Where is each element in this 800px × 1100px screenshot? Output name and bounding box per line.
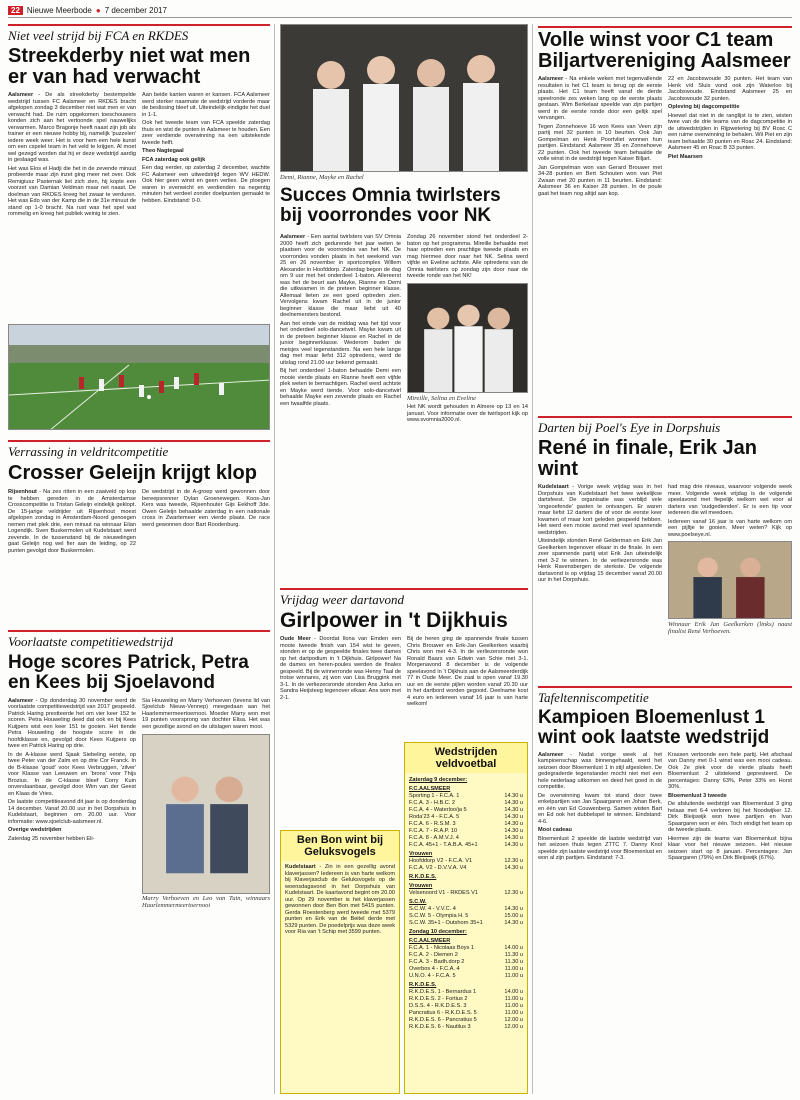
schedule-match [409, 828, 523, 835]
article-body [538, 484, 792, 706]
schedule-rows [409, 858, 523, 872]
masthead [8, 4, 792, 18]
article-body [538, 752, 792, 1098]
schedule-day: Zaterdag 9 december: [409, 777, 468, 784]
schedule-match [409, 1017, 523, 1024]
match-time: 14.30 u [504, 835, 523, 842]
match-time: 12.00 u [504, 1024, 523, 1031]
article-headline: Girlpower in 't Dijkhuis [280, 609, 508, 632]
match-teams: R.K.D.E.S. 6 - Nautilus 3 [409, 1024, 471, 1031]
paragraph: had mag drie niveaus, waarvoor volgende week meer. Volgende week vrijdag is de volgende speelavond met fiepelijk welkom wel voor al darters van 'oudgedienden'. Er is een tip voor iedereen die wil meedoen. [668, 484, 792, 516]
article-streekderby [8, 24, 270, 430]
article-headline: Kampioen Bloemenlust 1 wint ook laatste wedstrijd [538, 707, 770, 748]
subheading: Overige wedstrijden [8, 827, 62, 834]
byline: Piet Maarsen [668, 153, 703, 160]
dateline: Aalsmeer [538, 751, 564, 758]
byline: Theo Nagtegaal [142, 148, 184, 154]
paper-name: Nieuwe Meerbode [26, 6, 92, 15]
match-time: 11.00 u [504, 996, 523, 1003]
match-time: 12.30 u [504, 890, 523, 897]
paragraph: Zaterdag 25 november hebben Eli- [8, 835, 95, 842]
photo-caption: Winnaar Erik Jan Geelkerken (links) naast finalist René Verhoeven. [668, 621, 792, 635]
match-teams: F.C.A. 45+1 - T.A.B.A. 45+1 [409, 842, 478, 849]
match-teams: F.C.A. 3 - H.B.C. 2 [409, 800, 456, 807]
dateline: Aalsmeer [8, 92, 34, 98]
paragraph: Aan het einde van de middag was het tijd voor het onderdeel solo-dancetwirl. Mayke kwam uit in de preteen beginner klasse en Rachel in de junior beginnerklasse. Wederom baden de meisjes veel tegenstanders. Na een hele lange dag met maar liefst 312 optredens, werd de uitslag rond 21.00 uur bekend gemaakt. [280, 320, 401, 366]
schedule-day: Zondag 10 december: [409, 929, 467, 936]
column-divider [274, 24, 275, 1094]
schedule-club: R.K.D.E.S. [409, 982, 437, 989]
schedule-match [409, 973, 523, 980]
match-time: 14.30 u [504, 828, 523, 835]
schedule-rows [409, 945, 523, 980]
match-time: 11.30 u [504, 959, 523, 966]
schedule-match [409, 807, 523, 814]
schedule-rows [409, 793, 523, 849]
article-body [8, 92, 270, 334]
match-teams: F.C.A. V2 - D.V.V.A. V4 [409, 865, 467, 872]
paragraph: - Na zes ritten in een zaaiveld op kop te hebben gereden in de Amsterdamse Crosscompetitie is Tristan Geleijn eindelijk geklopt. De 15-jarige veldrijder uit Rijsenhout moest afgelopen zondag in Amsterdam-Noord genoegen nemen met plek drie, een minuut na winnaar Eilan Logendijk. Sven Buskermolen uit Kudelstaart werd zevende. In de tussenstand bij de nieuwelingen gaat Geleijn nog wel fier aan de leiding, op 22 punten gevolgd door Buskermolen. [8, 489, 136, 554]
match-teams: Roda'23 4 - F.C.A. 5 [409, 814, 460, 821]
subheading: Bloemenlust 3 tweede [668, 792, 727, 799]
article-headline: Ben Bon wint bij Geluksvogels [281, 831, 399, 861]
subheading: Mooi cadeau [538, 827, 572, 834]
article-kicker: Voorlaatste competitiewedstrijd [8, 630, 270, 650]
match-time: 14.30 u [504, 906, 523, 913]
paragraph: Ook het tweede team van FCA speelde zaterdag thuis en wist de punten in Aalsmeer te houden. Een zeer verdiende overwinning na een uitstekende tweede helft. [142, 120, 270, 146]
match-teams: Overbos 4 - F.C.A. 4 [409, 966, 460, 973]
paragraph: Het was Elos el Hadji die het in de zevende minuut probeerde maar zijn inzet ging meer net over. Ook Remigiusz Pasternak liet zich zien, hij kopte een voorzet van Damian Veldman maar net naast. De doelman van RKDES kreeg het zwaar te verduren. Het was Edo van der Kamp die in de 31e minuut de stand op 1-0 bracht. Na rust was het spel wat rommelig en kreeg het publiek weinig te zien. [8, 165, 136, 217]
schedule-match [409, 906, 523, 913]
match-time: 14.00 u [504, 945, 523, 952]
match-teams: S.C.W. 35+1 - Outshorn 35+1 [409, 920, 483, 927]
schedule-title: Wedstrijden veldvoetbal [405, 743, 527, 773]
schedule-club: R.K.D.E.S. [409, 874, 437, 881]
article-headline: Streekderby niet wat men er van had verwacht [8, 45, 251, 88]
paragraph: - Een aantal twirlsters van SV Omnia 2000 heeft zich gedurende het jaar weten te plaatsen voor de voorrondes van het NK. De voorrondes vonden plaats in het weekend van 25 en 26 november in sportcomplex Willem Alexander in Hoofddorp. Zaterdag begon de dag om 9 uur met het onderdeel 1-baton. Allereerst was het de beurt aan Mayke, Rianne en Demi die uitkwamen in de preteen beginner klasse. Allemaal lieten ze een goed optreden zien. Vervolgens kwam Rachel uit in de junior beginner klasse die maar liefst uit 40 deelnemersters bestond. [280, 234, 401, 318]
article-body [281, 861, 399, 973]
paragraph: Krassen vertoonde een hele partij. Het afschaal van Danny met 0-1 winst was een mooi cadeau. Ook 2e plek voor de vierde plaats heeft Bloemenlust 2 uitstekend gepresteerd. De percentages: Danny 63%, Peter 33% en Horst 30%. [668, 751, 792, 791]
article-headline: René in finale, Erik Jan wint [538, 437, 757, 480]
article-biljart [538, 24, 792, 410]
article-kicker: Tafeltenniscompetitie [538, 686, 792, 706]
schedule-match [409, 996, 523, 1003]
article-kicker: Verrassing in veldritcompetitie [8, 440, 270, 460]
photo-caption: Marry Verhoeven en Leo van Tuin, winnaars Haarlemmermeertoernooi [142, 895, 270, 909]
article-tafeltennis [538, 686, 792, 1094]
schedule-match [409, 865, 523, 872]
twirlsters-photo [280, 24, 528, 172]
schedule-match [409, 1024, 523, 1031]
match-time: 14.30 u [504, 800, 523, 807]
dateline: Aalsmeer [8, 697, 34, 704]
twirlsters-photo-2 [407, 283, 528, 393]
dateline: Aalsmeer [538, 76, 564, 82]
match-teams: Pancratius 6 - R.K.D.E.S. 5 [409, 1010, 477, 1017]
article-headline: Succes Omnia twirlsters bij voorrondes voor NK [280, 185, 501, 226]
paragraph: - Zin in een gezellig avond klaverjassen? Iedereen is van harte welkom bij Klaverjasclub de Geluksvogels op de woensdagavond in het Dorpshuis van Kudelstaart. De kaartavond begint om 20.00 uur. Op 29 november is het klaverjassen gewonnen door Ben Bon met 5415 punten. Gerda Roestenberg werd tweede met 5379 punten en Erik van de Beitel derde met 5329 punten. De poedelprijs was deze week voor Ria van 't Schip met 3599 punten. [285, 864, 395, 936]
match-time: 14.30 u [504, 920, 523, 927]
paragraph: - Vorige week vrijdag was in het Dorpshuis van Kudelstaart het twee wekelijkse dartsfeest. De organisatie was verblijd vele 'ongeoefende' gasten te ontvangen. Er waren maar liefst 12 darters die of voor de eerste keer kwamen of maar kort geleden gespeeld hebben. Het werd een mooie avond met veel spannende wedstrijden. [538, 484, 662, 536]
football-field-illustration [9, 325, 270, 430]
schedule-match [409, 945, 523, 952]
paragraph: Tegen Zonnehoeve 16 won Kees van Veen zijn partij met 32 punten in 10 beurten. Ook Jan Gompelman en Henk Poortvliet wonnen hun partijen. Eindstand: Aalsmeer 35 en Zonnehoeve 22 punten. Ook het tweede team behaalde de volle winst in de wedstrijd tegen Kaiser Biljart. [538, 123, 662, 162]
photo-caption: Mireille, Selina en Eveline [407, 394, 477, 402]
match-teams: F.C.A. 6 - R.S.M. 3 [409, 821, 456, 828]
article-darten [538, 416, 792, 678]
match-teams: S.C.W. 4 - V.V.C. 4 [409, 906, 456, 913]
masthead-separator: ● [95, 6, 101, 15]
paragraph: - Doordat Ilona van Emden een mooie tweede finish van 154 wist te geven, stonden er op de gespeelde finales twee dames op het dartpodium in 't Dijkhuis. Girlpower! Na de dames en heren-poules werden de finales gespeeld. Bij de winnerronde was Henny Taal de trotse winnares, zij won van Lisa Bruggink met 3-1. In de verliezersronde stonden Ans Jurka en Sandra Heijsteeg tegenover elkaar. Ans won met 2-1. [280, 636, 401, 701]
match-time: 11.30 u [504, 952, 523, 959]
match-teams: Velsenoord V1 - RKDES V1 [409, 890, 479, 897]
paragraph: - Na enkele weken met tegenvallende resultaten is het C1 team is terug op de eerste plaats. Het C1 team heeft vanaf de derde speelronde zes weken lang op de eerste plaats gestaan. Wim Berkelaar speelde van zijn partijen werd in de eerste ronde door een gelijk spel vervangen. [538, 76, 662, 121]
paragraph: Sia Houweling en Marry Verhoeven (tevens lid van Sjoelclub Nieuw-Vennep) meegedaan aan het Haarlemmermeertoernooi. Moeder Marry won met 19 punten voorsprong van dochter Elisa. Het was een gezellige avond en de uitslagen waren mooi. [142, 697, 270, 730]
schedule-match [409, 821, 523, 828]
paragraph: Uiteindelijk stonden René Gelderman en Erik Jan Geelkerken tegenover elkaar in de finale. In een zeer spannende partij wist Erik Jan uiteindelijk met 3-2 te winnen. In de verliezersronde was Henk Ravensbergen de sterkste. De volgende dartavond is op vrijdag 15 december vanaf 20.00 uur in het Dorpshuis. [538, 538, 662, 583]
match-time: 12.30 u [504, 858, 523, 865]
football-photo [8, 324, 270, 430]
paragraph: - Op donderdag 30 november werd de voorlaatste competitiewedstrijd van 2017 gespeeld. Patrick Haring prestteerde het om vier keer 152 te scoren. Petra Houweling deed dat ook en bij Kees Kuijpers wist een keer 151 te gooien. Het tiende Petra Houweling de hoogste score in de hoofdklasse en, gevolgd door Kees Kuijpers op twee en Patrick Haring op drie. [8, 697, 136, 750]
match-teams: S.C.W. 5 - Olympia H. 5 [409, 913, 469, 920]
schedule-club: F.C.AALSMEER [409, 938, 451, 945]
match-time: 12.00 u [504, 1017, 523, 1024]
subheading: FCA zaterdag ook gelijk [142, 156, 206, 163]
schedule-club: Vrouwen [409, 883, 433, 890]
article-body [538, 76, 792, 406]
paragraph: Bij de heren ging de spannende finale tussen Chris Brouwer en Erik-Jan Geelkerken waarbij Chris won met 4-3. In de verliezersronde won Ronald Baars van Edwin van Schie met 3-1. Morgenavond 8 december is de volgende speelavond in 't Dijkhuis aan de Aalsmeerderdijk 77 in Oude Meer. De zaal is open vanaf 19.30 uur en de eerste pijlen worden vanaf 20.30 uur in het dartbord worden gegooid. Deelname kost 4 euro en iedereen vanaf 16 jaar is van harte welkom! [407, 636, 528, 708]
match-teams: F.C.A. 3 - Badh.dorp 2 [409, 959, 465, 966]
article-headline: Volle winst voor C1 team Biljartvereniging Aalsmeer [538, 26, 792, 72]
schedule-match [409, 959, 523, 966]
paragraph: 22 en Jacobswoude 30 punten. Het team van Henk v/d Sluis vond ook zijn Waterloo bij Jacobswoude. Eindstand Aalsmeer 25 en Jacobswoude 32 punten. [668, 76, 792, 102]
paragraph: Iedereen vanaf 16 jaar is van harte welkom om een pijltje te gooien. Meer weten? Kijk op www.poelseye.nl. [668, 518, 792, 538]
schedule-match [409, 814, 523, 821]
match-teams: U.N.O. 4 - F.C.A. 5 [409, 973, 456, 980]
schedule-match [409, 890, 523, 897]
paragraph: Het NK wordt gehouden in Almere op 13 en 14 januari. Voor informatie over de twirlsport kijk op www.svomnia2000.nl. [407, 404, 528, 423]
match-time: 11.00 u [504, 1003, 523, 1010]
match-time: 11.00 u [504, 966, 523, 973]
match-teams: D.S.S. 4 - R.K.D.E.S. 3 [409, 1003, 467, 1010]
match-time: 14.30 u [504, 842, 523, 849]
schedule-match [409, 842, 523, 849]
match-teams: F.C.A. 4 - Waterloo/ja 5 [409, 807, 467, 814]
schedule-rows [409, 989, 523, 1031]
paragraph: - Nadat vorige week al het kampioenschap was binnengehaald, werd het seizoen door Bloemenlust 1 in stijl afgesloten. De gedegraderde tegenstander mocht niet met een hele nederlaag uitkomen en deed het goed in de competitie. [538, 751, 662, 791]
paragraph: Jan Gompelman won van Gerard Brouwer met 34-28 punten en Bert Schouten won van Piet Zwaan met 20 punten in 11 beurten. Eindstand: Aalsmeer 36 en Kaiser 28 punten. In de poule gaat het team nog altijd aan kop. [538, 164, 662, 197]
match-teams: R.K.D.E.S. 6 - Pancratius 5 [409, 1017, 477, 1024]
dateline: Oude Meer [280, 636, 311, 643]
match-teams: F.C.A. 8 - A.M.V.J. 4 [409, 835, 459, 842]
column-divider [532, 24, 533, 1094]
match-teams: R.K.D.E.S. 2 - Fortius 2 [409, 996, 468, 1003]
article-crosser [8, 440, 270, 620]
schedule-match [409, 913, 523, 920]
schedule-match [409, 858, 523, 865]
match-time: 14.30 u [504, 865, 523, 872]
schedule-match [409, 989, 523, 996]
article-body [280, 234, 528, 580]
article-body [8, 489, 270, 623]
match-time: 11.00 u [504, 973, 523, 980]
match-time: 14.30 u [504, 814, 523, 821]
schedule-rows [409, 906, 523, 927]
issue-date: 7 december 2017 [104, 6, 167, 15]
schedule-match [409, 966, 523, 973]
twirlsters-illustration [281, 25, 528, 172]
paragraph: Bloemenlust 2 speelde de laatste wedstrijd van het seizoen thuis tegen ZTTC 7. Danny Knol speelde zijn laatste wedstrijd voor Bloemenlust en won al zijn partijen. Eindstand: 7-3. [538, 835, 662, 862]
match-teams: F.C.A. 1 - Nicolaas Boys 1 [409, 945, 474, 952]
subheading: Opleving bij dagcompetitie [668, 104, 740, 110]
article-kicker: Vrijdag weer dartavond [280, 588, 528, 608]
paragraph: Bij het onderdeel 1-baton behaalde Demi een mooie vierde plaats en Rianne heeft een vijfde plek weten te bemachtigen. Rachel werd achtste en Mayke werd tiende. Voor solo-dancetwirl behaalde Mayke een zevende plaats en Rachel een twaalfde plaats. [280, 368, 401, 407]
match-time: 15.00 u [504, 913, 523, 920]
paragraph: De wedstrijd in de A-groep werd gewonnen door bereepsrenner Dylan Groenewegen. Koos-Jan Kers was tweede, Rijsenhouter Gijs Eekhoff 3de. Owen Geleijn behaalde zaterdag in een nationale cross in Zwartemeer een vierde plaats. De race werd gewonnen door Bart Roodenburg. [142, 489, 270, 528]
schedule-box [404, 742, 528, 1094]
article-kicker: Niet veel strijd bij FCA en RKDES [8, 24, 270, 44]
paragraph: De afsluitende wedstrijd van Bloemenlust 3 ging helaas met 6-4 verloren bij het Noodwijker 12. Dirk Bleijswijk won twee partijen en Ivan Spaargaren won er één. Toch eindigt het team op de tweede plaats. [668, 801, 792, 834]
schedule-match [409, 952, 523, 959]
schedule-list [405, 773, 527, 1033]
schedule-rows [409, 890, 523, 897]
article-headline: Hoge scores Patrick, Petra en Kees bij Sjoelavond [8, 652, 249, 693]
paragraph: De overwinning kwam tot stand door twee enkelpartijen van Jan Spaargaren en Johan Berk, en één van Ed Couwenberg. Samen wisten Bart en Ed ook het dubbelspel te winnen. Eindstand: 4-6. [538, 792, 662, 825]
schedule-match [409, 1010, 523, 1017]
article-body [280, 636, 528, 736]
sjoel-photo [142, 734, 270, 894]
schedule-match [409, 1003, 523, 1010]
match-time: 11.00 u [504, 1010, 523, 1017]
paragraph: Zondag 26 november stond het onderdeel 2-baton op het programma. Mireille behaalde met haar optreden een prachtige tweede plaats en mag hiermee door naar het NK. Selina werd vijfde en Eveline achtste. Alle optredens van de Omnia twirlsters op zondag zijn door naar de tweede ronde van het NK! [407, 234, 528, 279]
match-time: 14.30 u [504, 793, 523, 800]
match-time: 14.30 u [504, 807, 523, 814]
match-teams: Hoofddorp V2 - F.C.A. V1 [409, 858, 473, 865]
photo-caption: Demi, Rianne, Mayke en Rachel [280, 174, 364, 181]
match-time: 14.30 u [504, 821, 523, 828]
match-time: 14.00 u [504, 989, 523, 996]
match-teams: Sporting 1 - F.C.A. 1 [409, 793, 460, 800]
dateline: Aalsmeer [280, 234, 306, 240]
schedule-match [409, 800, 523, 807]
darts-photo [668, 541, 792, 619]
paragraph: Een dag eerder, op zaterdag 2 december, wachtte FC Aalsmeer een uitwedstrijd tegen WV HEDW. Ook hier geen winst en geen verlies. De ploegen waren in evenwicht en verdienden na negentig minuten het verdeel zonder doelpunten gemaakt te hebben. Eindstand: 0-0. [142, 165, 270, 204]
twirlsters-illustration [408, 284, 527, 392]
dateline: Kudelstaart [538, 484, 569, 490]
dateline: Kudelstaart [285, 864, 316, 871]
schedule-club: F.C.AALSMEER [409, 786, 451, 793]
geluksvogels-box [280, 830, 400, 1094]
schedule-club: Vrouwen [409, 851, 433, 858]
article-sjoelavond [8, 630, 270, 1094]
match-teams: F.C.A. 7 - R.A.P. 10 [409, 828, 458, 835]
article-body [8, 698, 270, 1096]
paragraph: Aan beide kanten waren er kansen. FCA Aalsmeer werd sterker naarmate de wedstrijd vorderde maar de beslissing bleef uit. Uiteindelijk eindigde het duel in 1-1. [142, 92, 270, 118]
article-headline: Crosser Geleijn krijgt klop [8, 462, 257, 484]
match-teams: R.K.D.E.S. 1 - Bernardus 1 [409, 989, 477, 996]
dateline: Rijsenhout [8, 489, 37, 495]
people-illustration [669, 542, 791, 618]
paragraph: - De als streekderby bestempelde wedstrijd tussen FC Aalsmeer en RKDES bracht afgelopen zondag 3 december niet wat men er van verwacht had. De ruim opgekomen toeschouwers konden zich aan het vertoonde spel nauwelijks verwarmen. Marco Bragonje heeft naast zijn job als trainer er een nieuwe hobby bij, namelijk 'puzzelen' iedere week weer. Het is voor hem een hele kunst om een cspelel team in het veld te krijgen. Al moet wel gezegd worden dat hij er deze wedstrijd aardig in geslaagd was. [8, 92, 136, 163]
people-illustration [143, 735, 269, 893]
paragraph: In de A-klasse werd Sjaak Siebeling eerste, op twee Peter van der Zalm en op drie Cor Franck. In de B-klasse 'goud' voor Kees Verbruggen, 'zilver' voor Klasse van Leeuwen en 'brons' voor Thijs Brozius. In de C-klasse bleef Corry Kuin onverslaanbaar, gevolgd door Wim van der Geest en Klaas de Vries. [8, 751, 136, 797]
paragraph: Hiermee zijn de teams van Bloemenlust bijna klaar voor het nieuwe seizoen. Het nieuwe seizoen start op 8 januari. Percentages: Jan Spaargaren (79%) en Dirk Bleijswijk (67%). [668, 835, 792, 862]
article-kicker: Darten bij Poel's Eye in Dorpshuis [538, 416, 792, 436]
schedule-match [409, 835, 523, 842]
paragraph: Hoewel dat niet in de ranglijst is te zien, wisten twee van de drie teams van de dagcompetitie in de uitwedstrijden in Rijpwetering bij BV Rosc C een ruime overwinning te behalen. Wil Piet en zijn team behaalde 30 punten en Roac 24. Eindstand: Aalsmeer 45 en Roac B 33 punten. [668, 112, 792, 151]
article-dartavond [280, 588, 528, 738]
match-teams: F.C.A. 2 - Diemen 2 [409, 952, 458, 959]
paragraph: De laatste competitieavond dit jaar is op donderdag 14 december. Vanaf 20.00 uur in het Dorpshuis in Kudelstaart, beginnen om 20.00 uur. Voor informatie: www.sjoelclub-aalsmeer.nl. [8, 799, 136, 825]
article-twirlsters [280, 24, 528, 580]
schedule-club: S.C.W. [409, 899, 427, 906]
schedule-match [409, 920, 523, 927]
schedule-match [409, 793, 523, 800]
page-number: 22 [8, 6, 23, 15]
